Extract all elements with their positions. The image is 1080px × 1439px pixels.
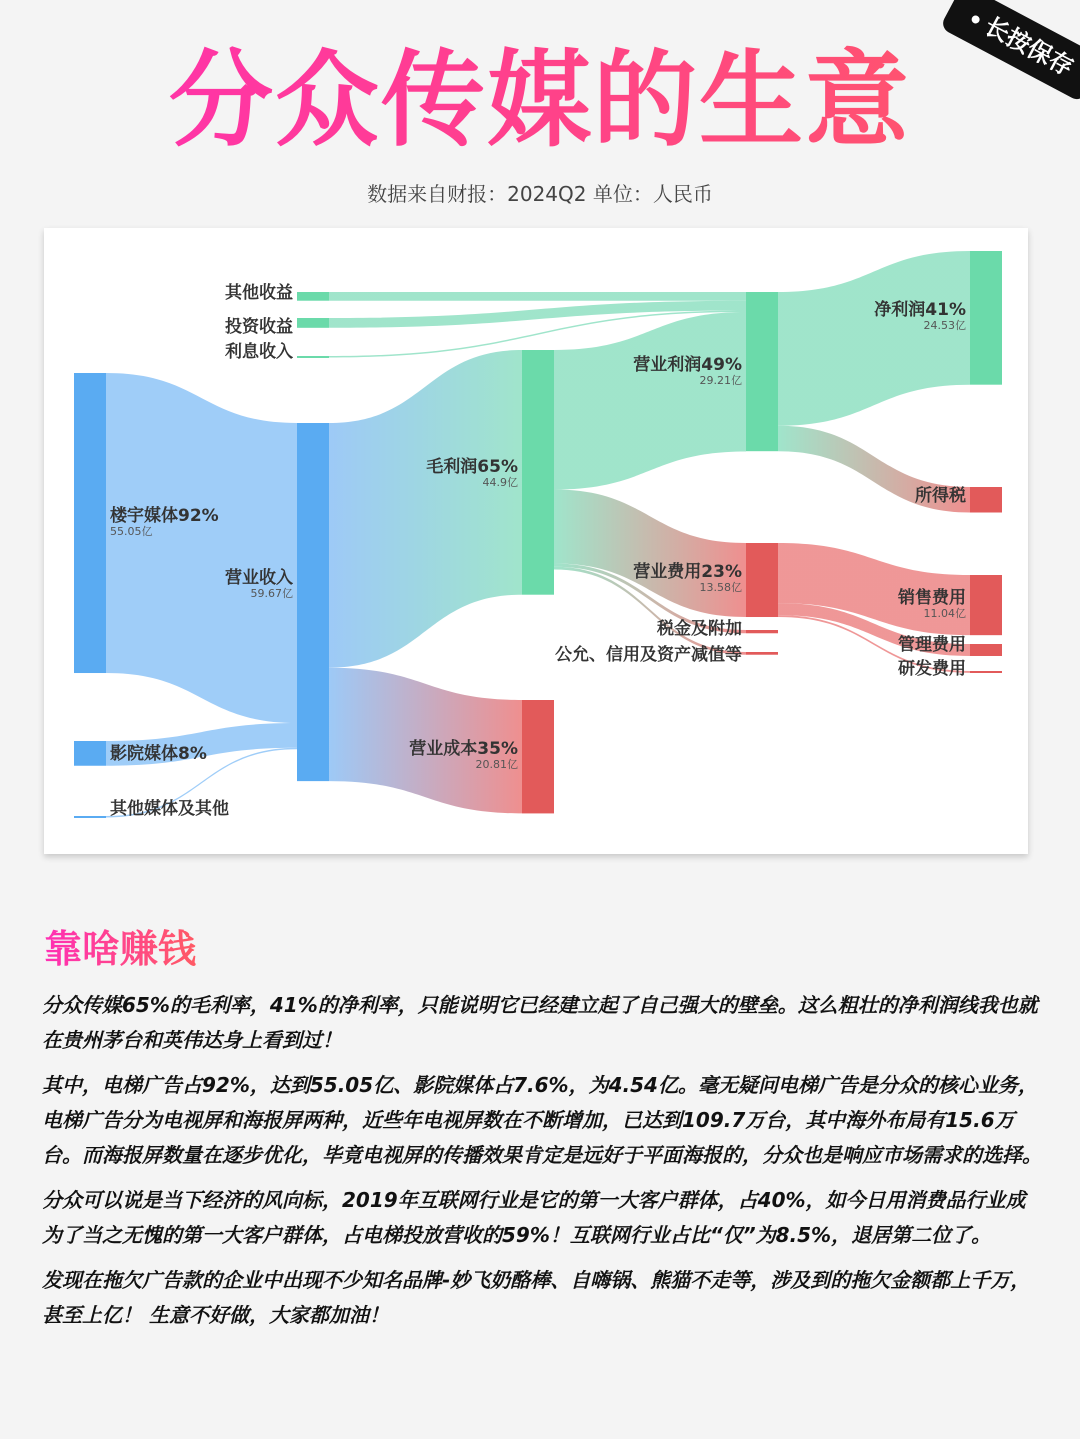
sankey-label-net_profit: 净利润41% [874, 300, 966, 320]
sankey-value-building: 55.05亿 [110, 525, 153, 538]
sankey-node-building [74, 373, 106, 673]
sankey-link-op_profit-net_profit [778, 251, 970, 426]
sankey-node-interest_income [297, 356, 329, 358]
sankey-label-cost: 营业成本35% [409, 739, 518, 759]
sankey-value-cost: 20.81亿 [475, 758, 518, 771]
sankey-label-interest_income: 利息收入 [225, 342, 293, 362]
section-heading: 靠啥赚钱 [44, 918, 196, 973]
sankey-label-admin_exp: 管理费用 [898, 635, 966, 655]
sankey-node-net_profit [970, 251, 1002, 385]
data-source-subtitle: 数据来自财报：2024Q2 单位：人民币 [367, 182, 713, 206]
sankey-value-op_profit: 29.21亿 [699, 374, 742, 387]
save-badge-label: 长按保存 [980, 11, 1079, 82]
sankey-node-gross [522, 350, 554, 595]
paragraph: 分众传媒65%的毛利率，41%的净利率，只能说明它已经建立起了自己强大的壁垒。这么粗壮的净利润线我也就在贵州茅台和英伟达身上看到过！ [42, 993, 1038, 1052]
sankey-node-revenue [297, 423, 329, 781]
sankey-node-op_expense [746, 543, 778, 617]
sankey-label-sales_exp: 销售费用 [898, 588, 966, 608]
paragraph: 发现在拖欠广告款的企业中出现不少知名品牌-妙飞奶酪棒、自嗨锅、熊猫不走等，涉及到的拖欠金额都上千万，甚至上亿！ 生意不好做，大家都加油！ [42, 1268, 1031, 1327]
sankey-label-other_income: 其他收益 [225, 283, 293, 303]
sankey-label-rd_exp: 研发费用 [898, 659, 966, 679]
sankey-node-op_profit [746, 292, 778, 451]
sankey-label-income_tax: 所得税 [915, 486, 966, 506]
sankey-node-income_tax [970, 487, 1002, 513]
sankey-node-cost [522, 700, 554, 813]
sankey-label-revenue: 营业收入 [225, 568, 293, 588]
sankey-label-impair: 公允、信用及资产减值等 [555, 645, 742, 665]
sankey-link-other_income-op_profit [329, 292, 746, 301]
sankey-value-op_expense: 13.58亿 [699, 581, 742, 594]
sankey-label-gross: 毛利润65% [426, 457, 518, 477]
sankey-node-sales_exp [970, 575, 1002, 635]
sankey-node-cinema [74, 741, 106, 766]
sankey-node-invest_income [297, 318, 329, 328]
sankey-label-op_expense: 营业费用23% [633, 562, 742, 582]
sankey-label-building: 楼宇媒体92% [110, 506, 219, 526]
page-title: 分众传媒的生意 [0, 38, 1080, 162]
sankey-node-rd_exp [970, 671, 1002, 673]
sankey-label-invest_income: 投资收益 [225, 317, 293, 337]
sankey-link-building-revenue [106, 373, 297, 723]
paragraph: 其中，电梯广告占92%，达到55.05亿、影院媒体占7.6%，为4.54亿。毫无疑问电梯广告是分众的核心业务，电梯广告分为电视屏和海报屏两种，近些年电视屏数在不断增加，已达到109.7万台，其中海外布局有15.6万台。而海报屏数量在逐步优化，毕竟电视屏的传播效果肯定是远好于平面海报的，分众也是响应市场需求的选择。 [42, 1073, 1042, 1167]
sankey-chart-panel [44, 228, 1028, 854]
sankey-label-other_media: 其他媒体及其他 [110, 799, 229, 819]
sankey-value-net_profit: 24.53亿 [923, 319, 966, 332]
sankey-node-tax_add [746, 630, 778, 633]
sankey-value-revenue: 59.67亿 [250, 587, 293, 600]
sankey-node-admin_exp [970, 644, 1002, 656]
sankey-label-tax_add: 税金及附加 [657, 619, 742, 639]
sankey-node-other_income [297, 292, 329, 301]
article-body [42, 988, 1042, 1343]
sankey-node-other_media [74, 816, 106, 818]
sankey-chart [44, 228, 1028, 854]
sankey-label-cinema: 影院媒体8% [110, 744, 207, 764]
sankey-node-impair [746, 652, 778, 655]
sankey-label-op_profit: 营业利润49% [633, 355, 742, 375]
sankey-value-sales_exp: 11.04亿 [923, 607, 966, 620]
sankey-link-revenue-gross [329, 350, 522, 668]
sankey-link-gross-op_profit [554, 312, 746, 489]
dot-icon [970, 14, 981, 25]
sankey-value-gross: 44.9亿 [482, 476, 518, 489]
paragraph: 分众可以说是当下经济的风向标，2019年互联网行业是它的第一大客户群体，占40%，如今日用消费品行业成为了当之无愧的第一大客户群体，占电梯投放营收的59%！互联网行业占比“仅”为8.5%，退居第二位了。 [42, 1188, 1026, 1247]
